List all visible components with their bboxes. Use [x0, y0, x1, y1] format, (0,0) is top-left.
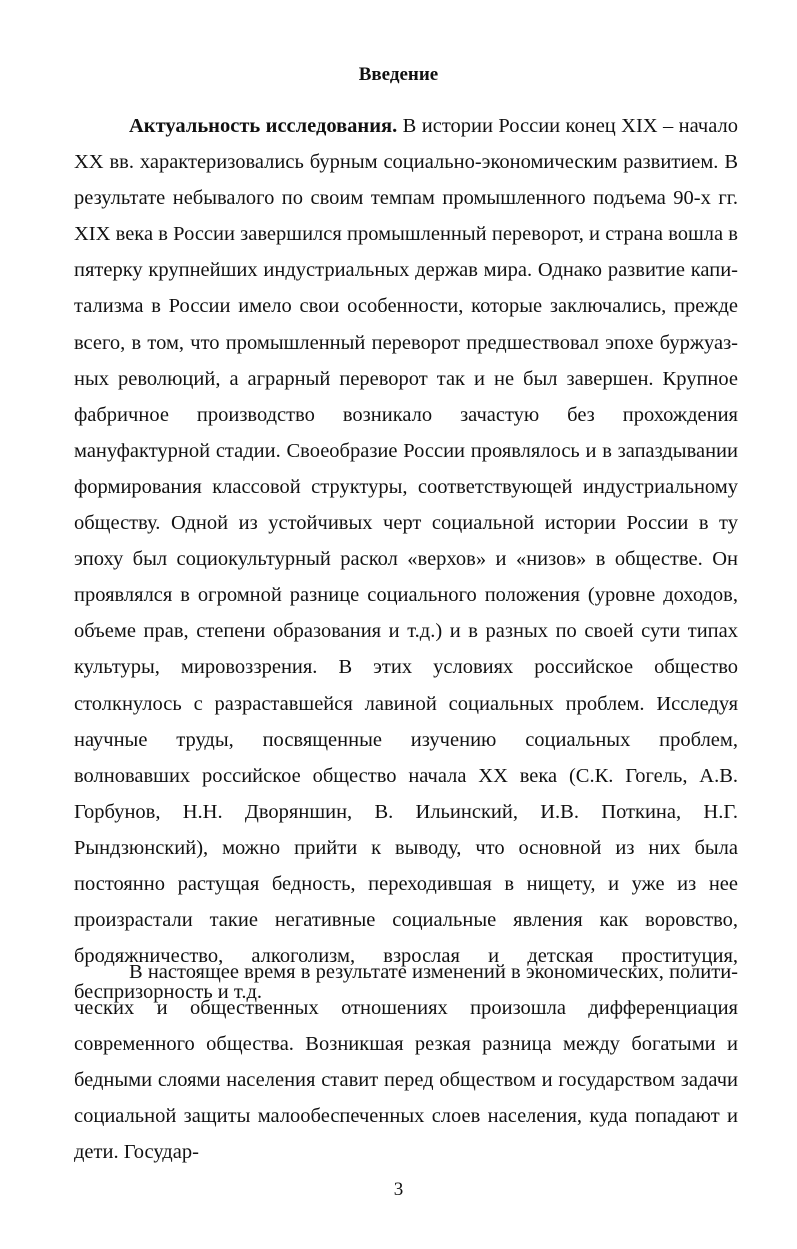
paragraph-relevance: [74, 108, 738, 1010]
page-title: Введение: [358, 64, 439, 85]
paragraph-lead: Актуальность исследования.: [129, 115, 398, 137]
paragraph-text: В истории России конец XIX – начало XX вв. характеризовались бурным социально-экономическим развитием. В результате небывалого по своим темпам промышленного подъема 90-х гг. XIX века в России завершился промышленный переворот, и страна вошла в пятерку крупнейших индустриальных держав мира. Однако развитие капитализма в России имело свои особенности, которые заключались, прежде всего, в том, что промышленный переворот предшествовал эпохе буржуазных революций, а аграрный переворот так и не был завершен. Крупное фабричное производство возникало зачастую без прохождения мануфактурной стадии. Своеобразие России проявлялось и в запаздывании формирования классовой структуры, соответствующей индустриальному обществу. Одной из устойчивых черт социальной истории России в ту эпоху был социокультурный раскол «верхов» и «низов» в обществе. Он проявлялся в огромной разнице социального положения (уровне доходов, объеме прав, степени образования и т.д.) и в разных по своей сути типах культуры, мировоззрения. В этих условиях российское общество столкнулось с разраставшейся лавиной социальных проблем. Исследуя научные труды, посвященные изучению социальных проблем, волновавших российское общество начала XX века (С.К. Гогель, А.В. Горбунов, Н.Н. Дворяншин, В. Ильинский, И.В. Поткина, Н.Г. Рындзюнский), можно прийти к выводу, что основной из них была постоянно растущая бедность, переходившая в нищету, и уже из нее произрастали такие негативные социальные явления как воровство, бродяжничество, алкоголизм, взрослая и детская проституция, беспризорность и т.д.: [74, 115, 738, 1004]
page-number: 3: [393, 1179, 404, 1200]
paragraph-current: В настоящее время в результате изменений в экономических, политических и общественных отношениях произошла дифференциация современного общества. Возникшая резкая разница между богатыми и бедными слоями населения ставит перед обществом и государством задачи социальной защиты малообеспеченных слоев населения, куда попадают и дети. Государ-: [74, 961, 738, 1164]
